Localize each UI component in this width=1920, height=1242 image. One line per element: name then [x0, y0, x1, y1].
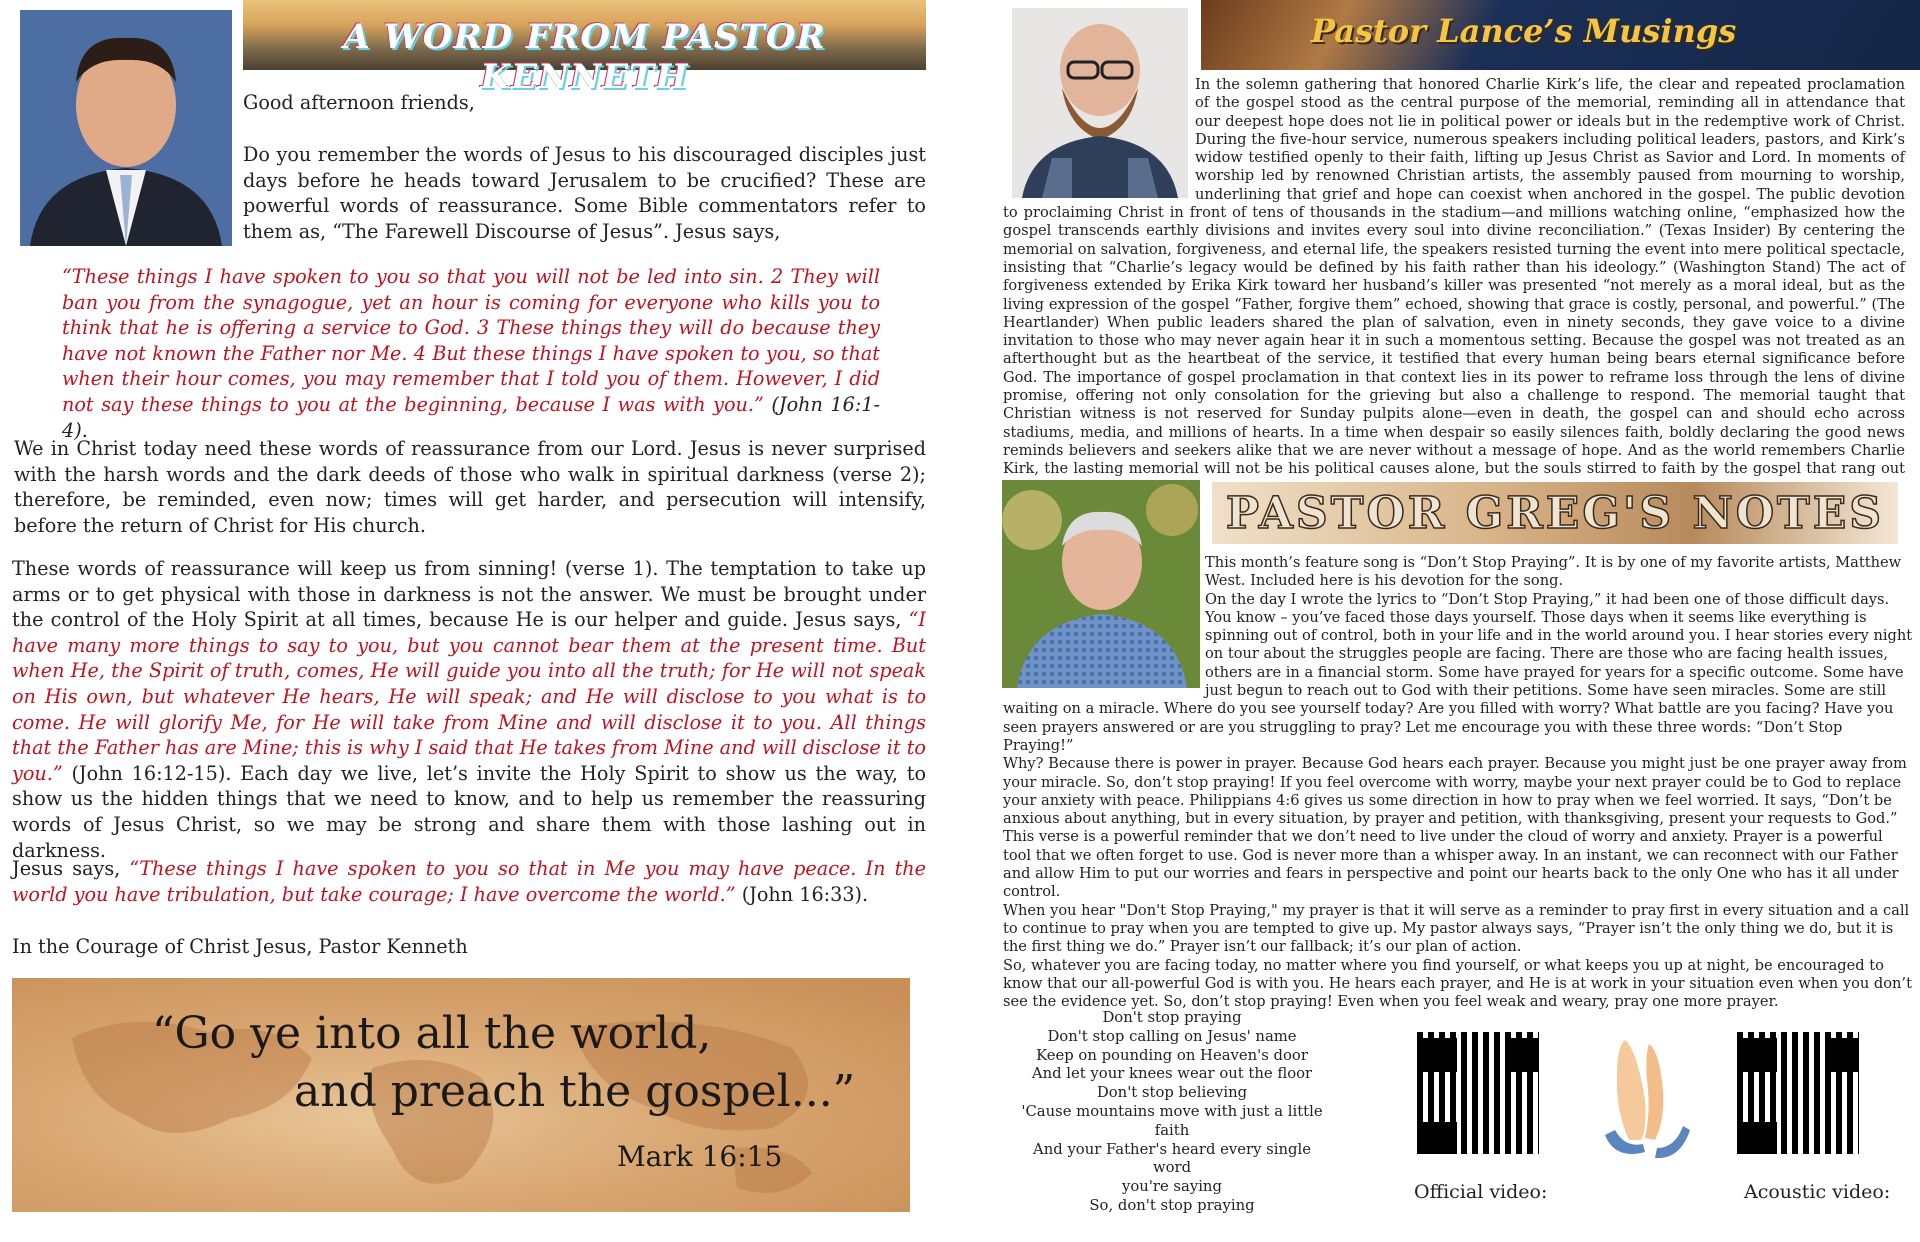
verse-reference: Mark 16:15	[617, 1140, 783, 1173]
quote-reference: (John 16:1-4).	[62, 392, 881, 442]
intro-paragraph: Do you remember the words of Jesus to his discouraged disciples just days before he heads toward Jerusalem to be crucified? These are powerful words of reassurance. Some Bible commentators refer to them as, “The Farewell Discourse of Jesus”. Jesus says,	[243, 143, 926, 243]
verse-line-1: “Go ye into all the world,	[152, 1008, 712, 1059]
quote-text: “These things I have spoken to you so that you will not be led into sin. 2 They will ban you from the synagogue, yet an hour is coming for everyone who kills you to think that he is offering a service to God. 3 These things they will do because they have not known the Father nor Me. 4 But these things I have spoken to you, so that when their hour comes, you may remember that I told you of them. However, I did not say these things to you at the beginning, because I was with you.”	[62, 265, 880, 416]
praying-hands-icon	[1585, 1020, 1705, 1170]
pastor-lance-banner	[1201, 0, 1920, 70]
pastor-kenneth-photo	[20, 10, 232, 246]
acoustic-video-label: Acoustic video:	[1744, 1181, 1891, 1203]
verse-line-2: and preach the gospel...”	[294, 1066, 856, 1117]
official-video-qr-code[interactable]	[1413, 1028, 1543, 1158]
paragraph-reassurance: We in Christ today need these words of reassurance from our Lord. Jesus is never surprised with the harsh words and the dark deeds of those who walk in spiritual darkness (verse 2); therefore, be reminded, even now; times will get harder, and persecution will intensify, before the return of Christ for His church.	[14, 437, 926, 537]
lance-musings-body: In the solemn gathering that honored Charlie Kirk’s life, the clear and repeated proclamation of the gospel stood as the central purpose of the memorial, reminding all in attendance that our deepest hope does not lie in political power or ideals but in the redemptive work of Christ. During the five-hour service, numerous speakers including political leaders, pastors, and Kirk’s widow testified openly to their faith, lifting up Jesus Christ as Savior and Lord. In moments of worship led by renowned Christian artists, the assembly paused from mourning to worship, underlining that grief and hope can coexist when anchored in the gospel. The public devotion to proclaiming Christ in front of tens of thousands in the stadium—and millions watching online, “emphasized how the gospel transcends earthly divisions and invites every soul into divine reconciliation.” (Texas Insider) By centering the memorial on salvation, forgiveness, and eternal life, the speakers resisted turning the event into mere political spectacle, insisting that “Charlie’s legacy would be defined by his faith rather than his ideology.” (Washington Stand) The act of forgiveness extended by Erika Kirk toward her husband’s killer was presented “not merely as a moral ideal, but as the living expression of the gospel “Father, forgive them” echoed, showing that grace is costly, personal, and powerful.” (The Heartlander) When public leaders shared the plan of salvation, even in ninety seconds, they gave voice to a divine invitation to those who may never again hear it in such a momentous setting. Because the gospel was not treated as an afterthought but as the heartbeat of the service, it testified that every human being bears eternal significance before God. The importance of gospel proclamation in that context lies in its power to reframe loss through the lens of divine promise, offering not only consolation for the grieving but also a challenge to respond. The memorial taught that Christian witness is not reserved for Sunday pulpits alone—even in death, the gospel can and should echo across stadiums, media, and millions of hearts. In a time when despair so easily silences faith, boldly declaring the good news reminds believers and seekers alike that we are never without a message of hope. And as the world remembers Charlie Kirk, the lasting memorial will not be his political causes alone, but the souls stirred to faith by the gospel that rang out	[1003, 76, 1905, 478]
lyric-line: you're saying	[1122, 1178, 1222, 1196]
text-wrap-spacer	[1003, 76, 1195, 200]
paragraph-peace	[12, 856, 926, 907]
lyric-line: Don't stop calling on Jesus' name	[1047, 1027, 1297, 1045]
quote-john-16-12-15: “I have many more things to say to you, but you cannot bear them at the present time. But when He, the Spirit of truth, comes, He will guide you into all the truth; for He will not speak on His own, but whatever He hears, He will speak; and He will disclose to you what is to come. He will glorify Me, for He will take from Mine and will disclose it to you. All things that the Father has are Mine; this is why I said that He takes from Mine and will disclose it to you.”	[12, 608, 926, 785]
quote-john-16-33: “These things I have spoken to you so that in Me you may have peace. In the world you have tribulation, but take courage; I have overcome the world.”	[12, 857, 926, 906]
greg-paragraph-1: This month’s feature song is “Don’t Stop Praying”. It is by one of my favorite artists, Matthew West. Included here is his devotion for the song.	[1205, 554, 1902, 590]
lyric-line: faith	[1154, 1121, 1190, 1139]
lyric-line: Keep on pounding on Heaven's door	[1036, 1046, 1308, 1064]
paragraph-text-end: (John 16:12-15). Each day we live, let’s invite the Holy Spirit to show us the way, to show us the hidden things that we need to know, and to help us remember the reassuring words of Jesus Christ, so we may be strong and share them with those lashing out in darkness.	[12, 761, 926, 862]
paragraph-text: These words of reassurance will keep us from sinning! (verse 1). The temptation to take up arms or to get physical with those in darkness is not the answer. We must be brought under the control of the Holy Spirit at all times, because He is our helper and guide. Jesus says,	[12, 557, 926, 632]
signoff: In the Courage of Christ Jesus, Pastor Kenneth	[12, 935, 468, 958]
verse-banner-mark-16-15	[12, 978, 910, 1212]
text-wrap-spacer	[1003, 554, 1205, 686]
greg-paragraph-5: When you hear "Don't Stop Praying," my prayer is that it will serve as a reminder to pray first in every situation and a call to continue to pray when you are tempted to give up. My pastor always says, “Prayer isn’t the only thing we do, but it is the first thing we do.” Prayer isn’t our fallback; it’s our plan of action.	[1003, 901, 1910, 956]
lyric-line: 'Cause mountains move with just a little	[1021, 1102, 1323, 1120]
lyric-line: Don't stop believing	[1096, 1084, 1248, 1102]
lyric-line: And your Father's heard every single word	[1033, 1140, 1311, 1177]
greg-paragraph-4: This verse is a powerful reminder that we don’t need to live under the cloud of worry and anxiety. Prayer is a powerful tool that we often forget to use. God is never more than a whisper away. In an instant, we can reconnect with our Father and allow Him to put our worries and fears in perspective and point our hearts back to the only One who has it all under control.	[1003, 828, 1899, 901]
lyric-line: Don't stop praying	[1102, 1009, 1242, 1026]
lyric-line: So, don't stop praying	[1089, 1196, 1255, 1214]
pastor-greg-banner	[1212, 482, 1898, 544]
quote-john-16-1-4	[62, 264, 880, 443]
pastor-kenneth-banner-title: A WORD FROM PASTOR KENNETH	[343, 17, 826, 97]
greeting: Good afternoon friends,	[243, 91, 475, 114]
greg-paragraph-2: On the day I wrote the lyrics to “Don’t Stop Praying,” it had been one of those difficult days. You know – you’ve faced those days yourself. Those days when it seems like everything is spinning out of control, both in your life and in the world around you. I hear stories every night on tour about the struggles people are facing. There are those who are facing health issues, others are in a financial storm. Some have prayed for years for a specific outcome. Some have just begun to reach out to God with their petitions. Some have seen miracles. Some are still waiting on a miracle. Where do you see yourself today? Are you filled with worry? What battle are you facing? Have you seen prayers answered or are you struggling to pray? Let me encourage you with these three words: “Don’t Stop Praying!”	[1003, 590, 1913, 754]
greg-paragraph-3: Why? Because there is power in prayer. Because God hears each prayer. Because you might just be one prayer away from your miracle. So, don’t stop praying! If you feel overcome with worry, maybe your next prayer could be to God to replace your anxiety with peace. Philippians 4:6 gives us some direction in how to pray when we feel worried. It says, “Don’t be anxious about anything, but in every situation, by prayer and petition, with thanksgiving, present your requests to God.”	[1003, 755, 1907, 828]
quote-reference: (John 16:33).	[735, 882, 869, 906]
acoustic-video-qr-code[interactable]	[1733, 1028, 1863, 1158]
paragraph-text: Jesus says,	[12, 857, 130, 880]
greg-notes-text	[1003, 554, 1915, 1011]
greg-paragraph-6: So, whatever you are facing today, no matter where you find yourself, or what keeps you up at night, be encouraged to know that our all-powerful God is with you. He hears each prayer, and He is at work in your situation even when you don’t see the evidence yet. So, don’t stop praying! Even when you feel weak and weary, pray one more prayer.	[1003, 956, 1912, 1011]
song-lyrics	[1016, 1009, 1328, 1216]
pastor-kenneth-banner	[243, 0, 926, 97]
lyric-line: And let your knees wear out the floor	[1031, 1065, 1313, 1083]
pastor-greg-banner-title: PASTOR GREG'S NOTES	[1225, 488, 1885, 539]
paragraph-holy-spirit	[12, 556, 926, 863]
official-video-label: Official video:	[1414, 1181, 1548, 1203]
pastor-lance-banner-title: Pastor Lance’s Musings	[1311, 12, 1737, 50]
lance-musings-text	[1003, 76, 1905, 497]
